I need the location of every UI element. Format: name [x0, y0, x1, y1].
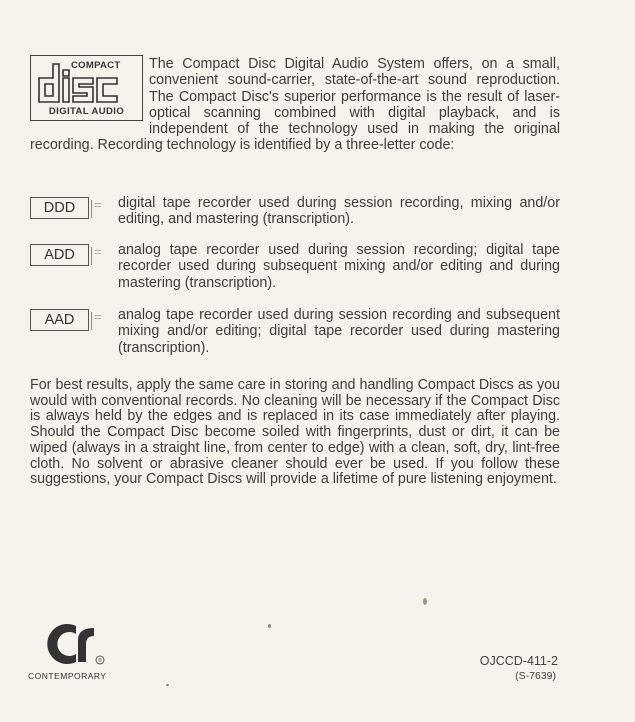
intro-paragraph: [30, 56, 560, 154]
code-box: DDD: [30, 197, 89, 219]
catalog-number: OJCCD-411-2: [479, 654, 558, 668]
code-equals: =: [94, 197, 102, 212]
code-equals: =: [94, 309, 102, 324]
catalog-number-block: [480, 654, 558, 683]
code-box: AAD: [30, 309, 89, 331]
logo-spacer: [30, 56, 149, 122]
code-equals: =: [94, 244, 102, 259]
code-description: analog tape recorder used during session recording; digital tape recorder used during subsequent mixing and/or editing and during mastering (transcription).: [118, 242, 560, 291]
print-speck: [166, 684, 169, 686]
logo-compact-label: COMPACT: [71, 60, 121, 71]
code-description: digital tape recorder used during session recording, mixing and/or editing, and mastering (transcription).: [118, 195, 560, 228]
print-speck: [268, 624, 271, 628]
code-description: analog tape recorder used during session recording and subsequent mixing and/or editing; digital tape recorder used during mastering (transcription).: [118, 307, 560, 356]
print-speck: [423, 598, 427, 605]
contemporary-label-logo: [28, 620, 123, 682]
contemporary-cr-mark: [42, 620, 112, 668]
catalog-sub-number: (S-7639): [515, 670, 556, 682]
care-paragraph: For best results, apply the same care in storing and handling Compact Discs as you would with conventional records. No cleaning will be necessary if the Compact Disc is always held by the edges and is replaced in its case immediately after playing. Should the Compact Disc become soiled with fingerprints, dust or dirt, it can be wiped (always in a straight line, from center to edge) with a clean, soft, dry, lint-free cloth. No solvent or abrasive cleaner should ever be used. If you follow these suggestions, your Compact Discs will provide a lifetime of pure listening enjoyment.: [30, 377, 560, 488]
logo-digital-audio-label: DIGITAL AUDIO: [48, 106, 125, 117]
label-name: CONTEMPORARY: [28, 671, 107, 681]
intro-text: The Compact Disc Digital Audio System offers, on a small, convenient sound-carrier, state-of-the-art sound reproduction. The Compact Disc's superior performance is the result of laser-optical scanning combined with digital playback, and is independent of the technology used in making the original recording. Recording technology is identified by a three-letter code:: [30, 56, 560, 154]
registered-mark: ®: [98, 658, 102, 664]
code-box: ADD: [30, 244, 89, 266]
